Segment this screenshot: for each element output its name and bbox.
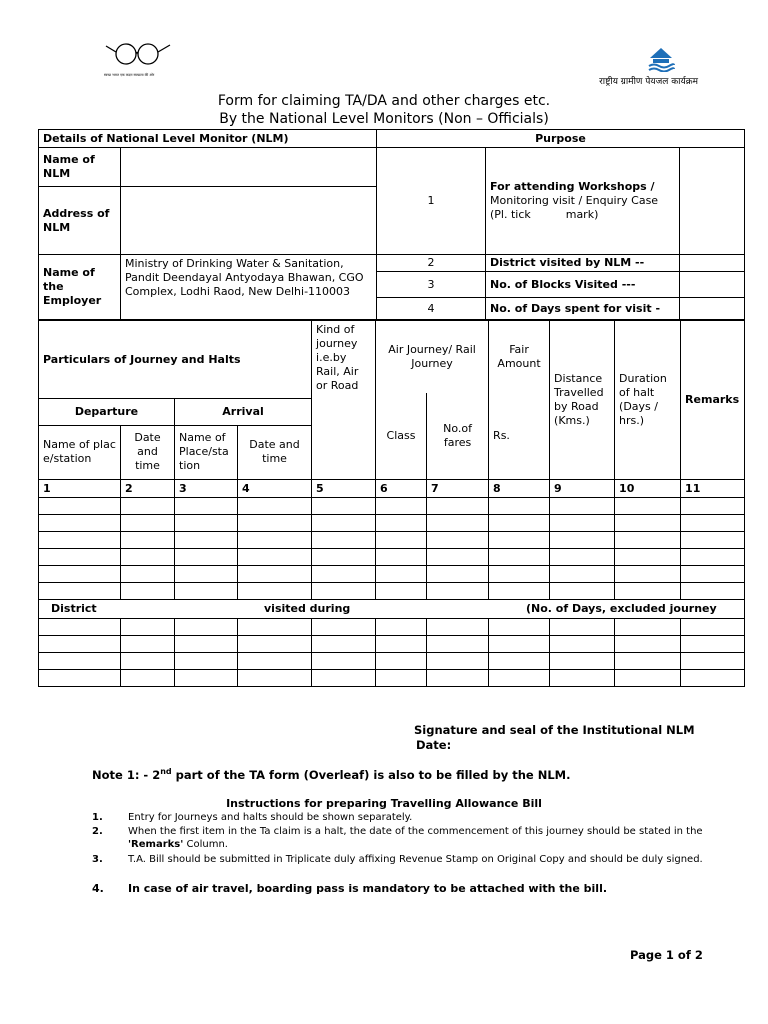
instruction-no: 2. [92,826,103,837]
table-row [39,532,745,549]
col-number: 7 [427,480,489,498]
entry-cell[interactable] [376,583,427,600]
fair-amount-label: Fair Amount [497,343,541,370]
entry-cell[interactable] [376,636,427,653]
entry-cell[interactable] [121,583,175,600]
col-number: 9 [550,480,615,498]
instruction-text: In case of air travel, boarding pass is mandatory to be attached with the bill. [128,882,608,895]
entry-cell[interactable] [615,619,681,636]
col-number: 5 [312,480,376,498]
title-line-1: Form for claiming TA/DA and other charges etc. [217,93,551,109]
entry-cell[interactable] [39,670,121,687]
col-number: 4 [238,480,312,498]
entry-cell[interactable] [489,532,550,549]
instruction-no: 1. [92,812,103,823]
entry-cell[interactable] [238,636,312,653]
nrdwp-logo [570,46,698,86]
col-number: 6 [376,480,427,498]
entry-cell[interactable] [489,583,550,600]
entry-cell[interactable] [238,549,312,566]
entry-cell[interactable] [615,636,681,653]
days-excluded-label: (No. of Days, excluded journey [526,602,717,615]
entry-cell[interactable] [681,532,745,549]
entry-cell[interactable] [376,619,427,636]
entry-cell[interactable] [615,498,681,515]
entry-cell[interactable] [615,566,681,583]
entry-cell[interactable] [489,498,550,515]
employer-label: Name of the Employer [39,255,121,320]
entry-cell[interactable] [615,549,681,566]
visited-label: visited during [264,602,351,615]
arrival-header: Arrival [175,399,312,425]
entry-cell[interactable] [489,515,550,532]
logo-caption: राष्ट्रीय ग्रामीण पेयजल कार्यक्रम [599,77,698,87]
instruction-text [128,825,706,851]
spectacles-icon [104,42,176,68]
arr-place-header: Name of Place/station [175,425,238,479]
note-rest: part of the TA form (Overleaf) is also to be filled by the NLM. [171,767,571,782]
table-row [39,670,745,687]
name-input[interactable] [121,148,377,187]
entry-cell[interactable] [39,636,121,653]
entry-cell[interactable] [681,670,745,687]
entry-cell[interactable] [238,498,312,515]
entry-cell[interactable] [376,670,427,687]
entry-cell[interactable] [376,515,427,532]
address-label: Address of NLM [39,187,121,255]
entry-cell[interactable] [489,566,550,583]
entry-cell[interactable] [312,583,376,600]
entry-cell[interactable] [376,549,427,566]
blocks-input[interactable] [680,272,745,298]
entry-cell[interactable] [681,636,745,653]
name-label: Name of NLM [39,148,121,187]
instruction-no: 3. [92,854,103,865]
district-label: District [51,602,97,615]
particulars-header: Particulars of Journey and Halts [39,321,312,399]
entry-cell[interactable] [121,636,175,653]
entry-cell[interactable] [427,583,489,600]
table-row [39,498,745,515]
entry-cell[interactable] [121,653,175,670]
page-number: Page 1 of 2 [630,948,703,962]
instruction-no: 4. [92,882,104,895]
table-row [39,619,745,636]
note-sup: nd [160,767,172,776]
instruction-text-after: Column. [183,839,228,850]
purpose-district: District visited by NLM -- [486,255,680,272]
entry-cell[interactable] [175,498,238,515]
entry-cell[interactable] [550,532,615,549]
entry-cell[interactable] [238,670,312,687]
dep-date-header: Date and time [121,425,175,479]
entry-cell[interactable] [427,619,489,636]
entry-cell[interactable] [312,549,376,566]
col-number: 8 [489,480,550,498]
purpose-tick-box[interactable] [680,148,745,255]
entry-cell[interactable] [175,653,238,670]
entry-cell[interactable] [312,653,376,670]
entry-cell[interactable] [489,670,550,687]
col-number: 3 [175,480,238,498]
table-row [39,515,745,532]
entry-cell[interactable] [39,583,121,600]
entry-cell[interactable] [121,619,175,636]
entry-cell[interactable] [427,515,489,532]
purpose-workshops-rest: Monitoring visit / Enquiry Case (Pl. tick mark) [490,194,662,221]
purpose-days: No. of Days spent for visit - [486,298,680,320]
entry-cell[interactable] [238,532,312,549]
class-label: Class [376,393,427,479]
entry-cell[interactable] [489,636,550,653]
entry-cell[interactable] [39,498,121,515]
entry-cell[interactable] [238,515,312,532]
entry-cell[interactable] [121,515,175,532]
fair-amount-header [489,321,550,480]
entry-cell[interactable] [121,670,175,687]
entry-cell[interactable] [376,653,427,670]
entry-cell[interactable] [550,498,615,515]
entry-cell[interactable] [681,583,745,600]
purpose-no-3: 3 [377,272,486,298]
entry-cell[interactable] [121,549,175,566]
table-row [39,566,745,583]
remarks-header: Remarks [681,321,745,480]
entry-cell[interactable] [550,583,615,600]
entry-cell[interactable] [681,515,745,532]
date-label: Date: [416,738,452,752]
entry-cell[interactable] [39,566,121,583]
entry-cell[interactable] [427,653,489,670]
logo-tagline: स्वच्छ भारत एक कदम स्वच्छता की ओर [104,73,155,77]
entry-cell[interactable] [175,583,238,600]
water-house-icon [646,46,676,72]
instruction-text-bold: 'Remarks' [128,839,184,850]
entry-cell[interactable] [238,653,312,670]
arr-date-header: Date and time [238,425,312,479]
nlm-section-header: Details of National Level Monitor (NLM) [39,130,377,148]
entry-cell[interactable] [238,583,312,600]
entry-cell[interactable] [550,653,615,670]
purpose-header: Purpose [377,130,745,148]
col-number: 10 [615,480,681,498]
purpose-no-2: 2 [377,255,486,272]
entry-cell[interactable] [427,498,489,515]
air-rail-label: Air Journey/ Rail Journey [388,343,476,370]
purpose-no-1: 1 [377,148,486,255]
entry-cell[interactable] [489,653,550,670]
kind-header: Kind of journey i.e.by Rail, Air or Road [312,321,376,480]
entry-cell[interactable] [175,619,238,636]
rs-label: Rs. [493,429,510,442]
instruction-text: Entry for Journeys and halts should be shown separately. [128,812,413,823]
entry-cell[interactable] [175,670,238,687]
entry-cell[interactable] [175,532,238,549]
entry-cell[interactable] [427,636,489,653]
employer-value: Ministry of Drinking Water & Sanitation, Pandit Deendayal Antyodaya Bhawan, CGO Complex, Lodhi Raod, New Delhi-110003 [121,255,377,320]
entry-cell[interactable] [312,566,376,583]
table-row [39,636,745,653]
instruction-text: T.A. Bill should be submitted in Triplicate duly affixing Revenue Stamp on Original Copy and should be duly signed. [128,854,703,865]
entry-cell[interactable] [39,653,121,670]
purpose-workshops-bold: For attending Workshops / [490,180,655,193]
entry-cell[interactable] [550,636,615,653]
entry-cell[interactable] [615,532,681,549]
district-input[interactable] [680,255,745,272]
entry-cell[interactable] [681,566,745,583]
instruction-text-before: When the first item in the Ta claim is a halt, the date of the commencement of this journey should be stated in the [128,826,703,837]
table-row [39,653,745,670]
entry-cell[interactable] [376,498,427,515]
entry-cell[interactable] [427,670,489,687]
departure-header: Departure [39,399,175,425]
entry-cell[interactable] [550,566,615,583]
entry-cell[interactable] [312,619,376,636]
purpose-no-4: 4 [377,298,486,320]
col-number: 1 [39,480,121,498]
signature-label: Signature and seal of the Institutional NLM [414,723,695,737]
distance-header: Distance Travelled by Road (Kms.) [550,321,615,480]
entry-cell[interactable] [312,498,376,515]
entry-cell[interactable] [615,670,681,687]
form-title [0,92,768,128]
note-1 [92,767,571,782]
entry-cell[interactable] [175,636,238,653]
swachh-bharat-logo [104,42,176,76]
entry-cell[interactable] [39,515,121,532]
entry-cell[interactable] [550,619,615,636]
district-row [39,600,745,619]
entry-cell[interactable] [175,549,238,566]
note-prefix: Note 1: - 2 [92,767,161,782]
col-number: 11 [681,480,745,498]
entry-cell[interactable] [312,532,376,549]
duration-header: Duration of halt (Days / hrs.) [615,321,681,480]
air-rail-header [376,321,489,480]
entry-cell[interactable] [121,498,175,515]
entry-cell[interactable] [121,566,175,583]
entry-cell[interactable] [312,515,376,532]
nlm-details-table [38,129,745,320]
entry-cell[interactable] [550,670,615,687]
entry-cell[interactable] [681,498,745,515]
purpose-workshops [486,148,680,255]
table-row [39,583,745,600]
entry-cell[interactable] [376,532,427,549]
entry-cell[interactable] [376,566,427,583]
entry-cell[interactable] [489,619,550,636]
entry-cell[interactable] [681,653,745,670]
entry-cell[interactable] [427,566,489,583]
journey-table [38,320,745,687]
entry-cell[interactable] [238,619,312,636]
entry-cell[interactable] [489,549,550,566]
entry-cell[interactable] [39,532,121,549]
address-input[interactable] [121,187,377,255]
instructions-title: Instructions for preparing Travelling Allowance Bill [226,797,542,810]
fares-label: No.of fares [443,422,472,449]
col-number: 2 [121,480,175,498]
entry-cell[interactable] [681,619,745,636]
entry-cell[interactable] [615,653,681,670]
entry-cell[interactable] [312,636,376,653]
entry-cell[interactable] [615,583,681,600]
title-line-2: By the National Level Monitors (Non – Officials) [219,111,549,127]
entry-cell[interactable] [681,549,745,566]
entry-cell[interactable] [121,532,175,549]
entry-cell[interactable] [312,670,376,687]
entry-cell[interactable] [550,515,615,532]
purpose-blocks: No. of Blocks Visited --- [486,272,680,298]
entry-cell[interactable] [39,619,121,636]
table-row [39,549,745,566]
dep-place-header: Name of place/station [39,425,121,479]
signature-block [414,723,695,753]
entry-cell[interactable] [175,566,238,583]
entry-cell[interactable] [238,566,312,583]
days-input[interactable] [680,298,745,320]
entry-cell[interactable] [427,549,489,566]
entry-cell[interactable] [175,515,238,532]
entry-cell[interactable] [39,549,121,566]
entry-cell[interactable] [615,515,681,532]
entry-cell[interactable] [550,549,615,566]
entry-cell[interactable] [427,532,489,549]
